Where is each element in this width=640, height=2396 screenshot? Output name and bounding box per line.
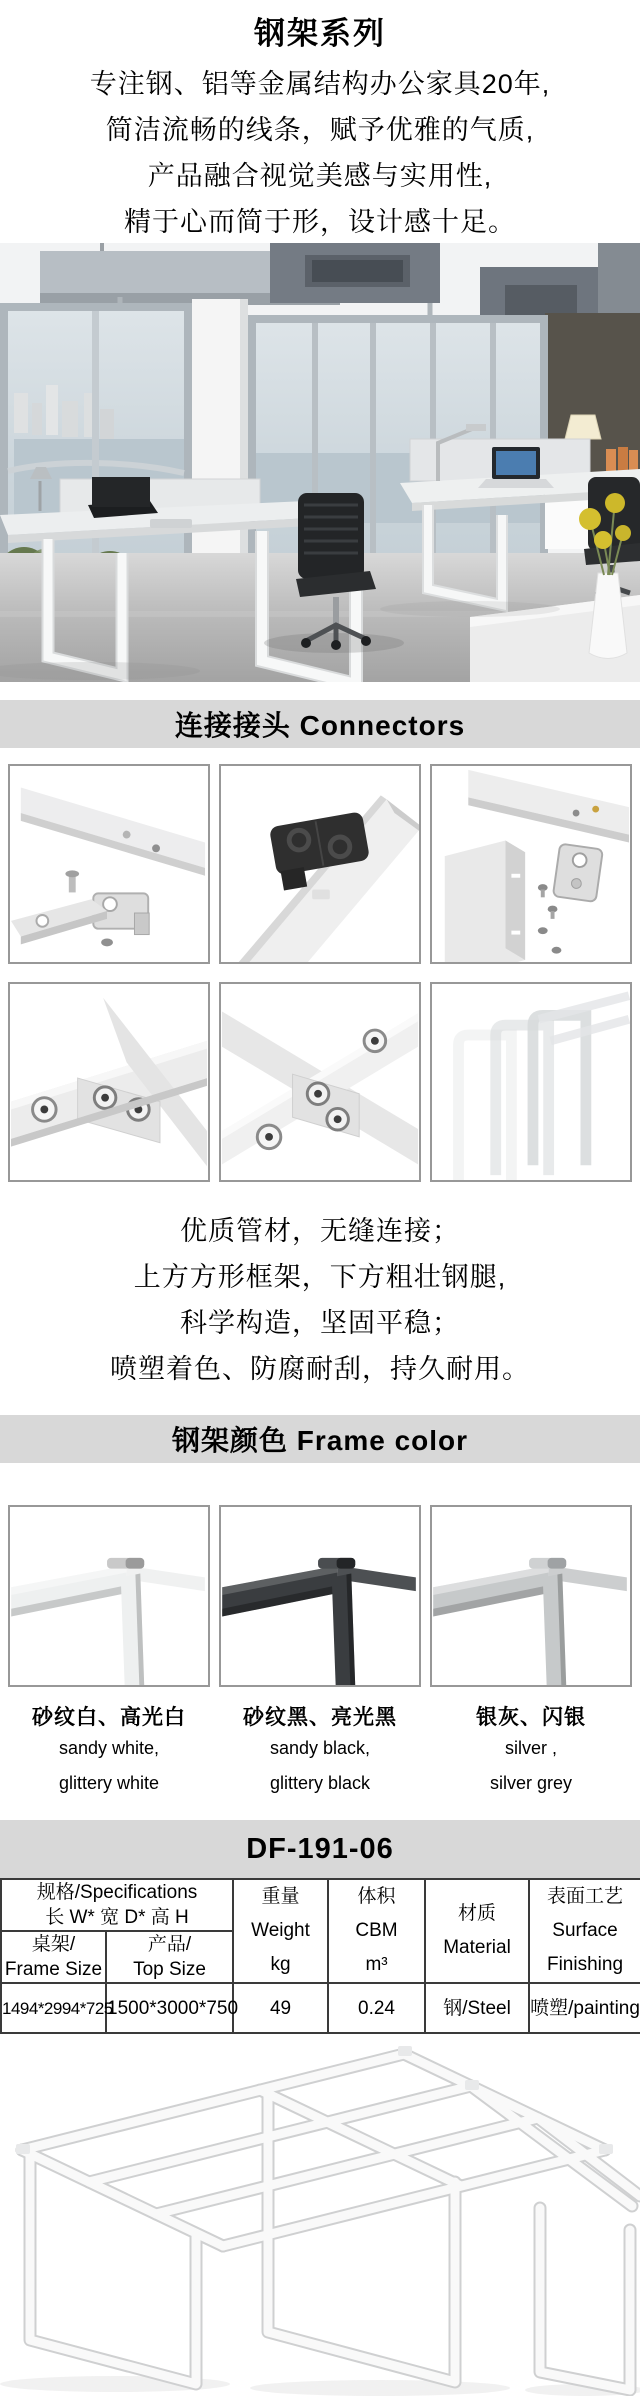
color-name-zh: 砂纹白、高光白	[32, 1706, 186, 1729]
intro-line: 精于心而简于形，设计感十足。	[124, 207, 516, 237]
weight-value: 49	[233, 1983, 328, 2033]
intro-line: 专注钢、铝等金属结构办公家具20年,	[89, 69, 551, 99]
beam-bracket-screws-icon	[432, 766, 630, 962]
connector-image-cross-joint	[219, 982, 421, 1182]
color-name-en: sandy white,	[58, 1738, 160, 1758]
connector-image-beam-bracket	[430, 764, 632, 964]
feature-line: 优质管材，无缝连接；	[180, 1216, 460, 1246]
spacer	[0, 748, 640, 764]
frame-color-row	[0, 1505, 640, 1687]
frame-color-labels	[0, 1687, 640, 1820]
frame-size-value: 1494*2994*725	[1, 1983, 106, 2033]
frame-color-label-silver	[430, 1687, 632, 1820]
frame-color-image-black	[219, 1505, 421, 1687]
color-name-zh: 砂纹黑、亮光黑	[243, 1706, 397, 1729]
connector-image-row-2	[0, 982, 640, 1182]
surface-value: 喷塑/painting	[529, 1983, 640, 2033]
spacer	[0, 1463, 640, 1505]
model-number: DF-191-06	[0, 1820, 640, 1878]
top-size-value: 1500*3000*750	[106, 1983, 233, 2033]
connector-image-frame-legs	[430, 982, 632, 1182]
color-name-en: glittery white	[58, 1773, 160, 1793]
t-joint-icon	[10, 984, 208, 1180]
frame-leg-sequence-icon	[432, 984, 630, 1180]
color-name-en: glittery black	[269, 1773, 371, 1793]
office-photo-illustration	[0, 243, 640, 682]
volume-value: 0.24	[328, 1983, 425, 2033]
white-frame-corner-icon	[10, 1507, 208, 1685]
intro-section	[0, 0, 640, 243]
page-title: 钢架系列	[254, 16, 386, 51]
feature-line: 喷塑着色、防腐耐刮，持久耐用。	[110, 1354, 530, 1384]
volume-header: 体积 CBM m³	[328, 1879, 425, 1983]
connectors-heading: 连接接头 Connectors	[0, 700, 640, 748]
intro-line: 产品融合视觉美感与实用性,	[147, 161, 493, 191]
weight-header: 重量 Weight kg	[233, 1879, 328, 1983]
spacer	[0, 682, 640, 700]
spec-group-line1: 规格/Specifications	[36, 1882, 198, 1903]
frame-color-image-silver	[430, 1505, 632, 1687]
surface-header: 表面工艺 Surface Finishing	[529, 1879, 640, 1983]
color-name-en: silver ,	[504, 1738, 557, 1758]
color-name-zh: 银灰、闪银	[476, 1706, 586, 1729]
material-header: 材质 Material	[425, 1879, 529, 1983]
steel-frame-illustration	[0, 2034, 640, 2396]
intro-line: 简洁流畅的线条，赋予优雅的气质,	[105, 115, 535, 145]
black-frame-corner-icon	[221, 1507, 419, 1685]
feature-line: 科学构造，坚固平稳；	[180, 1308, 460, 1338]
spec-data-row	[1, 1983, 640, 2033]
corner-bracket-exploded-icon	[10, 766, 208, 962]
plastic-corner-connector-icon	[221, 766, 419, 962]
spec-group-line2: 长 W* 宽 D* 高 H	[45, 1907, 189, 1928]
product-frame-photo	[0, 2034, 640, 2396]
frame-color-image-white	[8, 1505, 210, 1687]
features-section	[0, 1182, 640, 1415]
color-name-en: silver grey	[489, 1773, 573, 1793]
frame-color-label-white	[8, 1687, 210, 1820]
feature-line: 上方方形框架，下方粗壮钢腿,	[133, 1262, 507, 1292]
office-photo	[0, 243, 640, 682]
frame-color-heading: 钢架颜色 Frame color	[0, 1415, 640, 1463]
connector-image-plastic-corner	[219, 764, 421, 964]
frame-color-label-black	[219, 1687, 421, 1820]
connector-image-corner-bracket	[8, 764, 210, 964]
color-name-en: sandy black,	[269, 1738, 371, 1758]
cross-joint-icon	[221, 984, 419, 1180]
spec-table	[0, 1878, 640, 2034]
connector-image-row-1	[0, 764, 640, 964]
frame-size-subheader: 桌架/ Frame Size	[1, 1931, 106, 1983]
spacer	[0, 964, 640, 982]
spec-group-header	[1, 1879, 233, 1931]
top-size-subheader: 产品/ Top Size	[106, 1931, 233, 1983]
material-value: 钢/Steel	[425, 1983, 529, 2033]
connector-image-t-joint	[8, 982, 210, 1182]
silver-frame-corner-icon	[432, 1507, 630, 1685]
